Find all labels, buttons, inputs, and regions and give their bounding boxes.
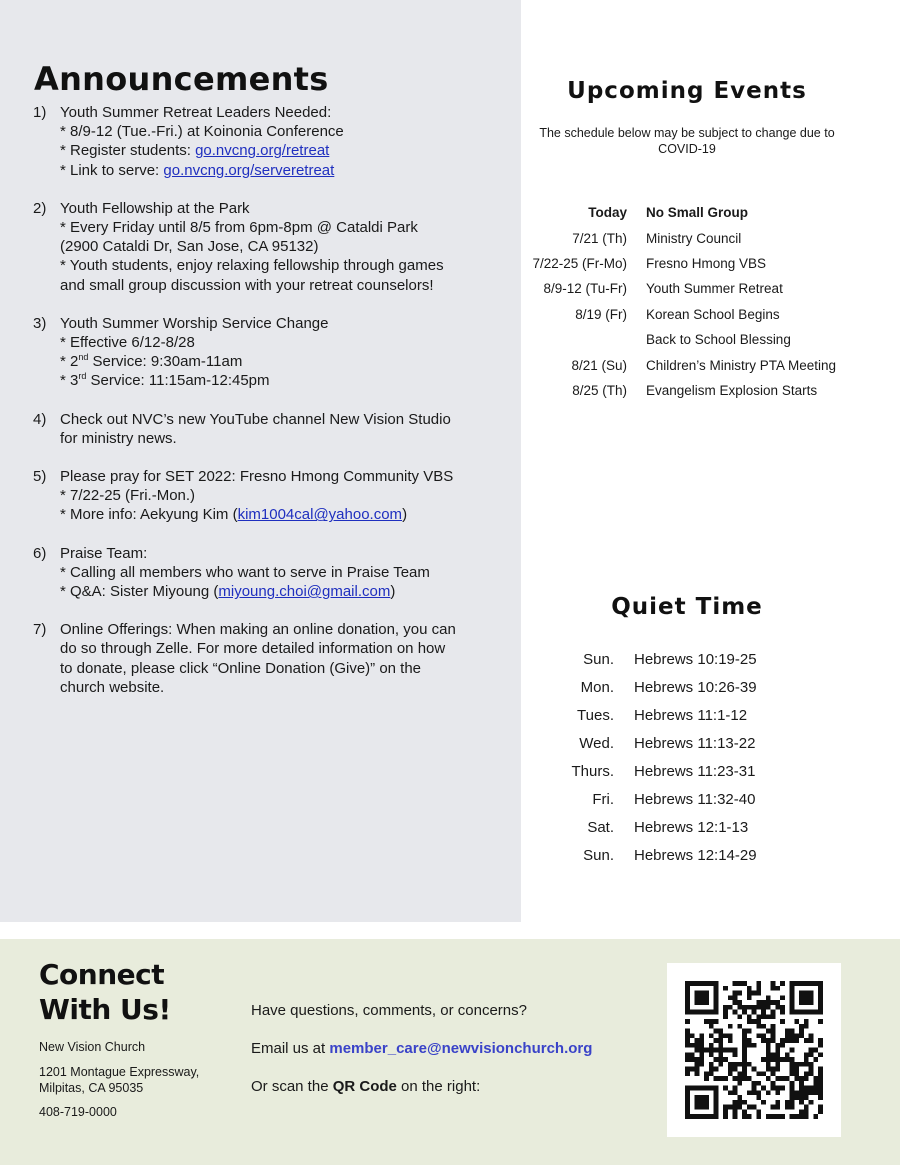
event-date: 8/21 (Su): [571, 357, 627, 373]
events-title: Upcoming Events: [567, 78, 807, 104]
item-line: Online Offerings: When making an online donation, you can: [60, 621, 456, 639]
item-heading: Youth Summer Retreat Leaders Needed:: [60, 104, 332, 121]
item-line: * Register students: go.nvcng.org/retreat: [60, 142, 330, 160]
event-row: [521, 276, 881, 301]
item-line: for ministry news.: [60, 429, 177, 447]
item-line: * Q&A: Sister Miyoung (miyoung.choi@gmail.com): [60, 583, 396, 601]
contact-question: Have questions, comments, or concerns?: [251, 1002, 527, 1019]
item-line: church website.: [60, 678, 165, 696]
qt-reference: Hebrews 11:1-12: [634, 706, 748, 724]
qt-reference: Hebrews 10:19-25: [634, 650, 757, 668]
event-date: 8/19 (Fr): [575, 306, 627, 322]
item-line: * 2nd Service: 9:30am-11am: [60, 352, 243, 371]
item-line: Check out NVC’s new YouTube channel New Vision Studio: [60, 410, 451, 428]
item-number: 4): [33, 410, 47, 428]
quiet-time-row: [521, 814, 861, 842]
item-number: 6): [33, 544, 47, 562]
event-row: [521, 200, 881, 225]
item-line: * 7/22-25 (Fri.-Mon.): [60, 487, 196, 505]
qt-reference: Hebrews 12:1-13: [634, 819, 749, 837]
item-number: 1): [33, 104, 47, 121]
qr-code-box[interactable]: [667, 963, 841, 1137]
announcement-item-2: [33, 199, 503, 295]
item-heading: Youth Summer Worship Service Change: [60, 314, 329, 332]
event-name: Back to School Blessing: [646, 332, 791, 348]
item-line: * 3rd Service: 11:15am-12:45pm: [60, 371, 270, 390]
event-name: No Small Group: [646, 205, 749, 221]
event-date: 7/22-25 (Fr-Mo): [532, 255, 627, 271]
contact-scan-line: Or scan the QR Code on the right:: [251, 1078, 481, 1095]
announcements-title: Announcements: [34, 60, 329, 98]
event-name: Children’s Ministry PTA Meeting: [646, 357, 837, 373]
item-heading: Please pray for SET 2022: Fresno Hmong Community VBS: [60, 468, 454, 486]
qt-day: Wed.: [579, 734, 614, 752]
announcement-item-4: [33, 410, 503, 448]
church-phone: 408-719-0000: [39, 1105, 117, 1119]
qt-day: Fri.: [592, 791, 614, 809]
qt-reference: Hebrews 12:14-29: [634, 847, 757, 865]
item-line: and small group discussion with your retreat counselors!: [60, 276, 434, 294]
event-date: 8/25 (Th): [572, 382, 627, 398]
item-line: to donate, please click “Online Donation (Give)” on the: [60, 659, 422, 677]
contact-info: [251, 1002, 592, 1116]
register-link[interactable]: go.nvcng.org/retreat: [195, 142, 330, 160]
item-number: 7): [33, 621, 47, 639]
serve-link[interactable]: go.nvcng.org/serveretreat: [163, 161, 335, 179]
quiet-time-row: [521, 701, 861, 729]
quiet-time-row: [521, 757, 861, 785]
contact-email-line: Email us at member_care@newvisionchurch.org: [251, 1040, 593, 1057]
event-row: [521, 327, 881, 352]
announcement-item-7: [33, 620, 503, 697]
connect-title: Connect With Us!: [39, 958, 171, 1026]
item-line: * Calling all members who want to serve in Praise Team: [60, 563, 430, 581]
event-row: [521, 378, 881, 403]
email-link-aekyung[interactable]: kim1004cal@yahoo.com: [237, 506, 403, 524]
event-row: [521, 352, 881, 377]
quiet-time-row: [521, 842, 861, 870]
events-note: The schedule below may be subject to change due to COVID-19: [539, 126, 835, 156]
item-number: 2): [33, 199, 47, 217]
qr-code-icon: [685, 981, 823, 1119]
event-row: [521, 302, 881, 327]
item-line: * Every Friday until 8/5 from 6pm-8pm @ Cataldi Park: [60, 219, 418, 237]
event-name: Korean School Begins: [646, 306, 780, 322]
item-line: (2900 Cataldi Dr, San Jose, CA 95132): [60, 238, 319, 256]
qt-day: Tues.: [577, 706, 614, 724]
item-number: 3): [33, 314, 47, 332]
announcement-item-3: [33, 314, 503, 391]
church-name: New Vision Church: [39, 1040, 146, 1054]
qt-reference: Hebrews 10:26-39: [634, 678, 757, 696]
event-date: Today: [588, 205, 627, 221]
announcements-list: [33, 103, 503, 716]
event-date: 7/21 (Th): [572, 230, 627, 246]
quiet-time-row: [521, 673, 861, 701]
quiet-time-row: [521, 785, 861, 813]
church-address: 1201 Montague Expressway, Milpitas, CA 95035: [39, 1065, 200, 1095]
qt-day: Sun.: [583, 847, 614, 865]
qt-day: Mon.: [580, 678, 614, 696]
email-link-miyoung[interactable]: miyoung.choi@gmail.com: [218, 583, 391, 601]
qt-day: Sat.: [587, 819, 614, 837]
contact-email-link[interactable]: member_care@newvisionchurch.org: [329, 1040, 593, 1057]
item-line: do so through Zelle. For more detailed information on how: [60, 640, 446, 658]
item-line: * Link to serve: go.nvcng.org/serveretreat: [60, 161, 335, 179]
event-row: [521, 251, 881, 276]
event-name: Evangelism Explosion Starts: [646, 382, 818, 398]
announcement-item-5: [33, 467, 503, 525]
quiet-time-row: [521, 729, 861, 757]
event-name: Fresno Hmong VBS: [646, 255, 767, 271]
quiet-time-row: [521, 645, 861, 673]
event-row: [521, 225, 881, 250]
announcement-item-1: [33, 103, 503, 180]
item-line: * Effective 6/12-8/28: [60, 334, 195, 352]
item-line: * 8/9-12 (Tue.-Fri.) at Koinonia Conference: [60, 123, 344, 141]
quiet-time-title: Quiet Time: [611, 594, 763, 620]
item-heading: Youth Fellowship at the Park: [60, 199, 250, 217]
qt-reference: Hebrews 11:13-22: [634, 734, 756, 752]
quiet-time-table: [521, 645, 861, 870]
qt-day: Thurs.: [571, 762, 614, 780]
qt-reference: Hebrews 11:32-40: [634, 791, 756, 809]
event-name: Ministry Council: [646, 230, 742, 246]
item-heading: Praise Team:: [60, 544, 148, 562]
item-line: * More info: Aekyung Kim (kim1004cal@yahoo.com): [60, 506, 408, 524]
event-name: Youth Summer Retreat: [646, 281, 783, 297]
qt-day: Sun.: [583, 650, 614, 668]
item-number: 5): [33, 468, 47, 486]
item-line: * Youth students, enjoy relaxing fellowship through games: [60, 257, 444, 275]
events-table: [521, 200, 881, 403]
announcement-item-6: [33, 544, 503, 602]
event-date: 8/9-12 (Tu-Fr): [543, 281, 627, 297]
qt-reference: Hebrews 11:23-31: [634, 762, 756, 780]
